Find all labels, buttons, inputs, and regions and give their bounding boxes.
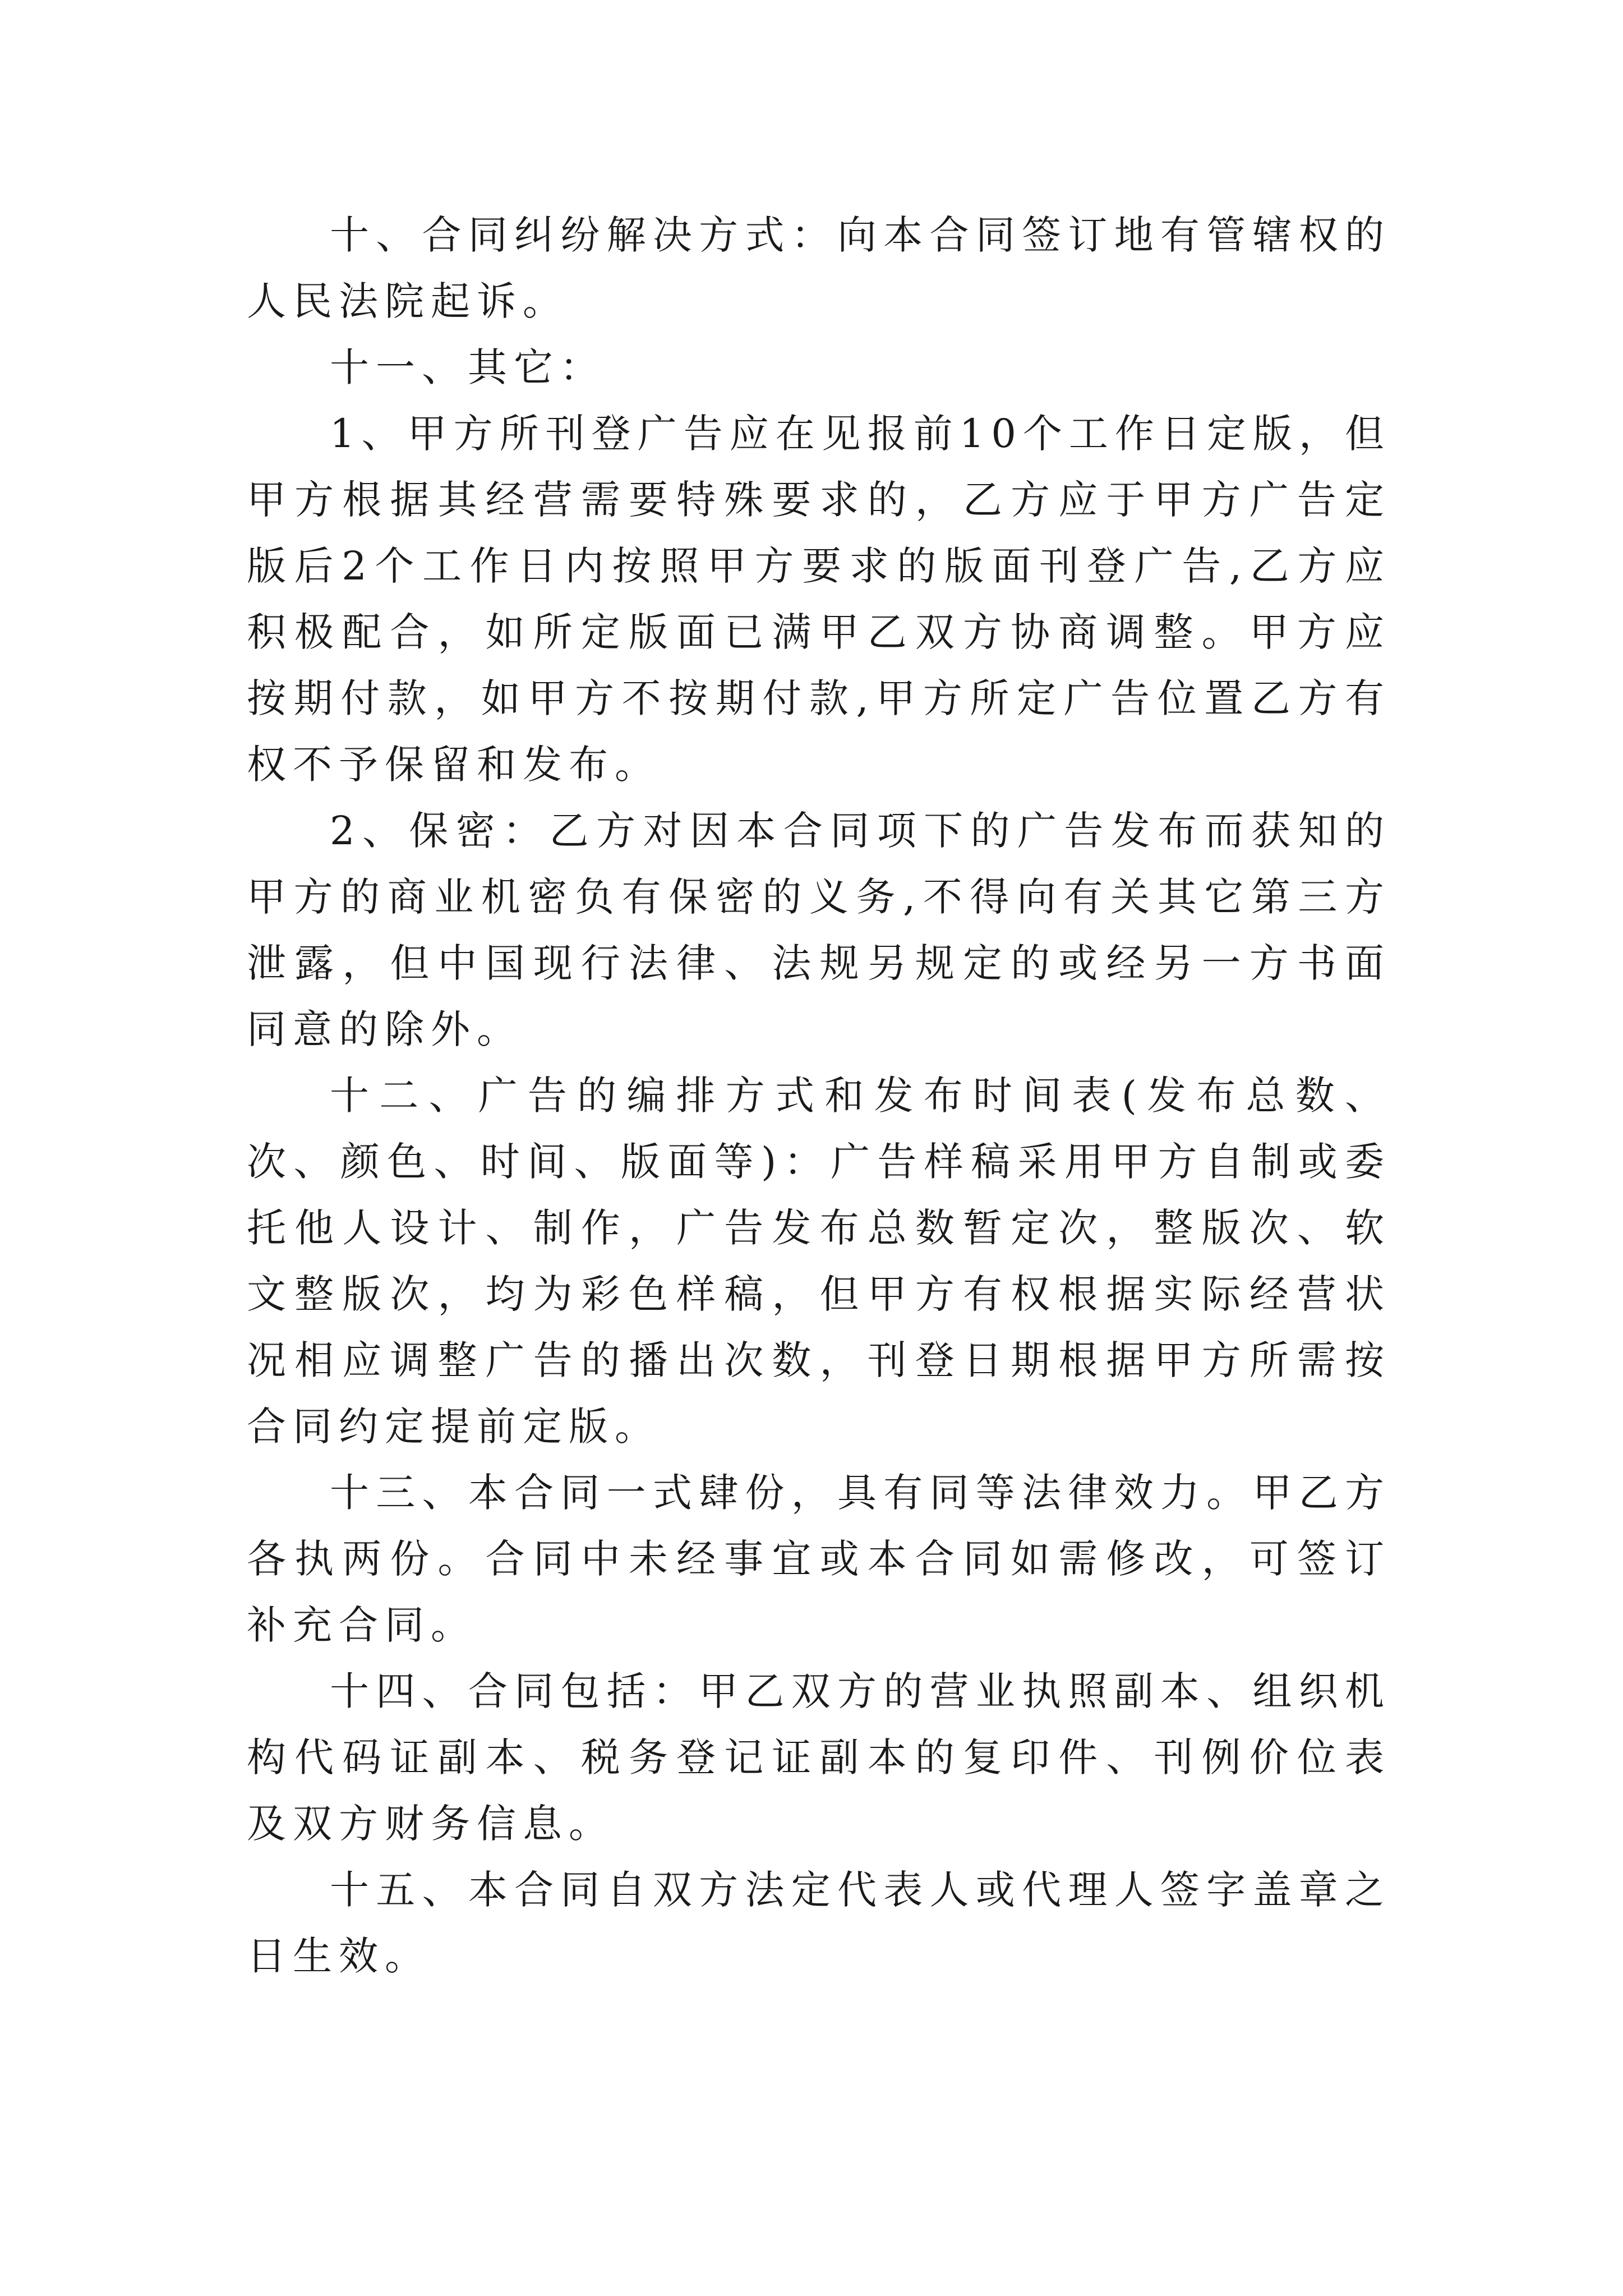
clause-11-item-1: 1、甲方所刊登广告应在见报前10个工作日定版，但甲方根据其经营需要特殊要求的，乙方应于甲方广告定版后2个工作日内按照甲方要求的版面刊登广告,乙方应积极配合，如所定版面已满甲乙双方协商调整。甲方应按期付款，如甲方不按期付款,甲方所定广告位置乙方有权不予保留和发布。 [247,411,1391,788]
clause-10-dispute-resolution: 十、合同纠纷解决方式：向本合同签订地有管辖权的人民法院起诉。 [247,212,1391,324]
clause-13-copies: 十三、本合同一式肆份，具有同等法律效力。甲乙方各执两份。合同中未经事宜或本合同如需修改，可签订补充合同。 [247,1470,1391,1648]
clause-12-schedule: 十二、广告的编排方式和发布时间表(发布总数、次、颜色、时间、版面等)：广告样稿采用甲方自制或委托他人设计、制作，广告发布总数暂定次，整版次、软文整版次，均为彩色样稿，但甲方有权根据实际经营状况相应调整广告的播出次数，刊登日期根据甲方所需按合同约定提前定版。 [247,1073,1391,1450]
clause-14-attachments: 十四、合同包括：甲乙双方的营业执照副本、组织机构代码证副本、税务登记证副本的复印件、刊例价位表及双方财务信息。 [247,1668,1391,1847]
clause-15-effective-date: 十五、本合同自双方法定代表人或代理人签字盖章之日生效。 [247,1867,1391,1979]
clause-11-item-2-confidentiality: 2、保密：乙方对因本合同项下的广告发布而获知的甲方的商业机密负有保密的义务,不得向有关其它第三方泄露，但中国现行法律、法规另规定的或经另一方书面同意的除外。 [247,808,1391,1052]
document-body [247,202,1391,1989]
clause-11-heading: 十一、其它： [330,344,606,390]
